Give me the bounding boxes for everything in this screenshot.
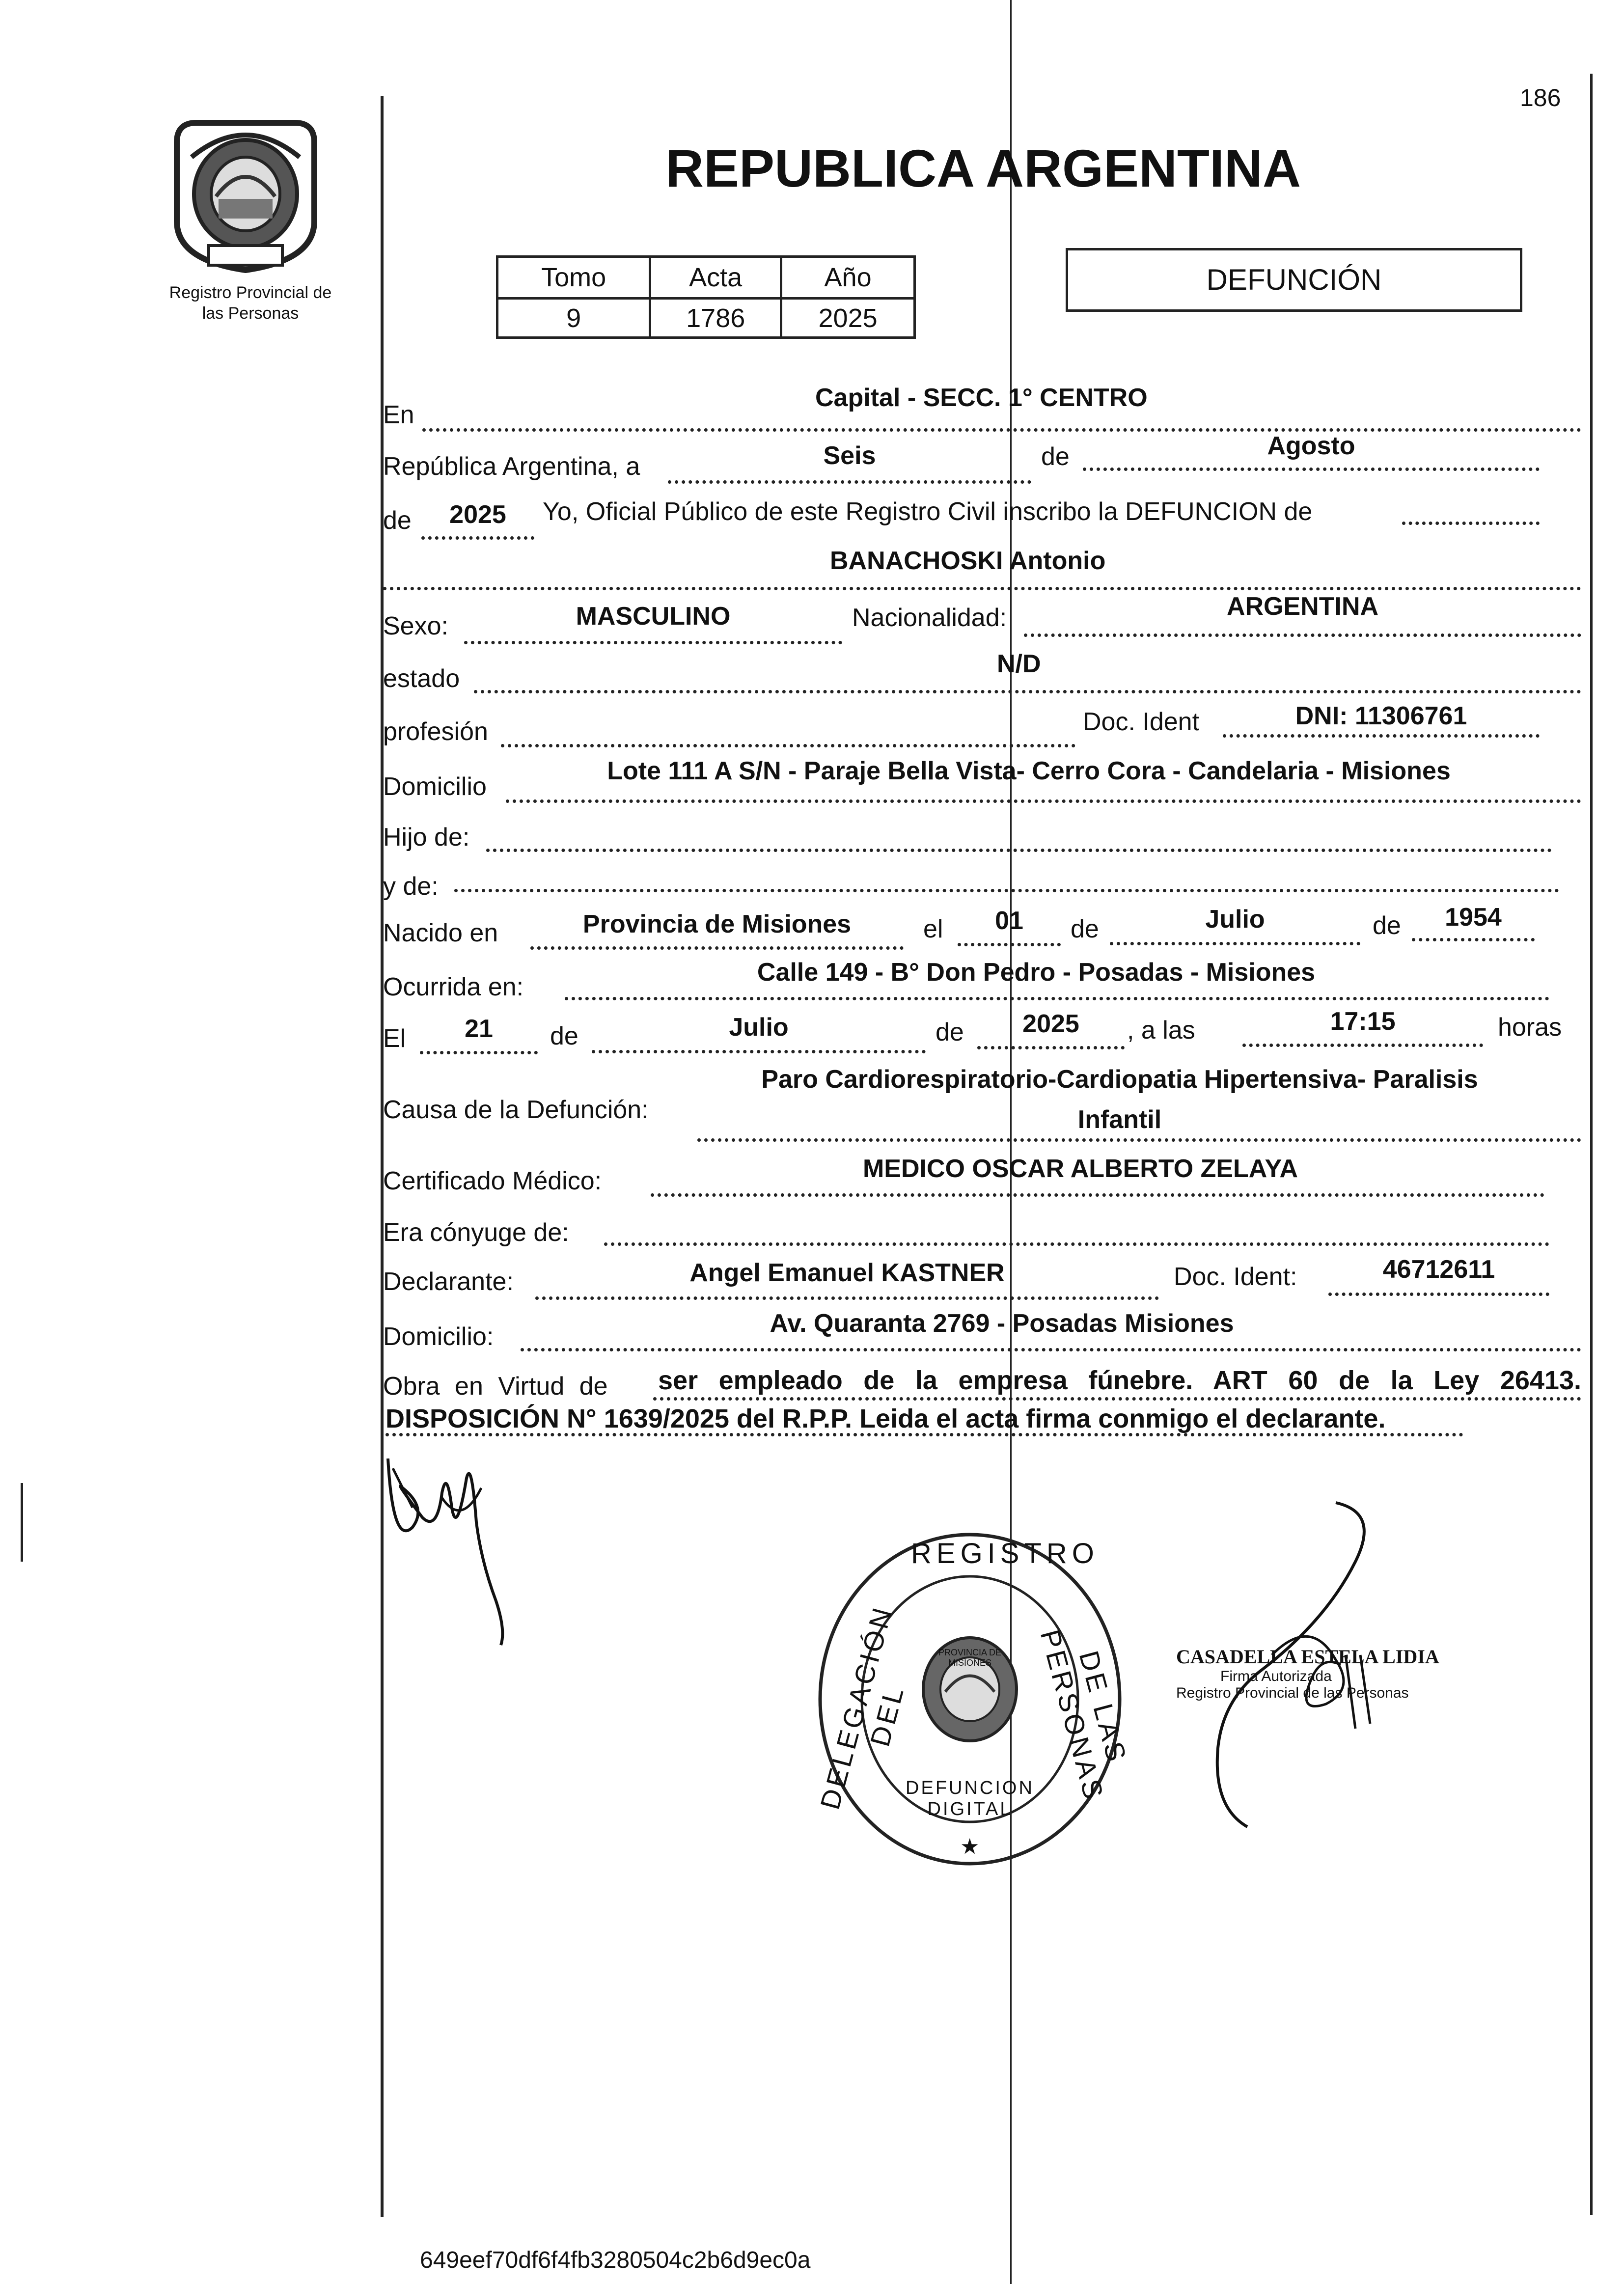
el-de1-label: de [550,1022,578,1050]
record-type: DEFUNCIÓN [1206,263,1382,296]
registry-header-tomo: Tomo [497,257,650,299]
nacionalidad-value: ARGENTINA [1226,592,1379,621]
el-time-line [1242,1044,1483,1047]
el-year-line [977,1046,1125,1049]
nacionalidad-label: Nacionalidad: [852,604,1007,632]
el-day-line [420,1051,538,1054]
el-month-line [592,1050,926,1053]
nacido-month: Julio [1205,905,1265,934]
nacido-place-line [530,946,904,950]
declarante-line [535,1296,1159,1300]
causa-label: Causa de la Defunción: [383,1096,649,1124]
nacido-year-line [1412,938,1535,941]
seal-star-icon: ★ [960,1835,980,1859]
seal-left-text: DELEGACIÓN DEL [814,1602,910,1813]
year-de-label: de [383,506,412,535]
el-label: El [383,1024,406,1053]
declarant-signature [383,1449,530,1655]
republica-day: Seis [823,441,876,470]
republica-day-line [668,480,1031,484]
doc-ident-line [1223,734,1540,738]
declarante-doc-line [1328,1293,1549,1296]
declarante-doc-value: 46712611 [1382,1255,1495,1284]
en-label: En [383,401,414,429]
sexo-value: MASCULINO [576,602,731,631]
obra-line1-dots [653,1397,1581,1401]
official-role: Firma Autorizada [1220,1668,1332,1684]
estado-line [474,690,1581,693]
nacido-place: Provincia de Misiones [582,910,852,938]
domicilio2-label: Domicilio: [383,1322,494,1351]
registry-header-anio: Año [781,257,915,299]
sexo-line [464,641,842,644]
republica-de-label: de [1041,442,1070,471]
conyuge-label: Era cónyuge de: [383,1218,569,1247]
causa-line1: Paro Cardiorespiratorio-Cardiopatia Hipertensiva- Paralisis [761,1065,1478,1094]
document-hash: 649eef70df6f4fb3280504c2b6d9ec0a [420,2247,811,2273]
domicilio-value: Lote 111 A S/N - Paraje Bella Vista- Cerro Cora - Candelaria - Misiones [607,757,1451,785]
declarante-doc-label: Doc. Ident: [1174,1263,1297,1291]
country-title: REPUBLICA ARGENTINA [665,138,1301,198]
official-office: Registro Provincial de las Personas [1176,1685,1409,1701]
registry-name-line1: Registro Provincial de [169,283,332,302]
ocurrida-label: Ocurrida en: [383,973,524,1001]
el-time: 17:15 [1330,1007,1396,1036]
year-value: 2025 [449,500,506,529]
nacionalidad-line [1024,633,1581,637]
certificado-line [651,1193,1544,1197]
registry-value-acta: 1786 [650,299,781,338]
registry-header-acta: Acta [650,257,781,299]
conyuge-line [604,1242,1549,1246]
certificado-label: Certificado Médico: [383,1167,602,1195]
republica-label: República Argentina, a [383,452,640,481]
el-month: Julio [729,1013,789,1042]
registry-name [147,282,354,324]
right-margin-line [1590,74,1593,2215]
profesion-label: profesión [383,717,488,746]
scan-edge-mark [21,1483,23,1562]
declarante-label: Declarante: [383,1267,514,1296]
causa-line [697,1138,1581,1142]
domicilio2-value: Av. Quaranta 2769 - Posadas Misiones [770,1309,1234,1338]
seal-bottom-text: DEFUNCION DIGITAL [906,1778,1034,1819]
center-fold-line [1010,0,1012,2284]
obra-line2: DISPOSICIÓN N° 1639/2025 del R.P.P. Leida el acta firma conmigo el declarante. [385,1404,1386,1433]
hijo-de-label: Hijo de: [383,823,470,852]
estado-label: estado [383,664,460,693]
nacido-el-label: el [923,915,943,943]
page-number: 186 [1520,84,1561,111]
year-line-text: Yo, Oficial Público de este Registro Civil inscribo la DEFUNCION de [543,497,1313,526]
domicilio2-line [521,1348,1581,1351]
certificado-value: MEDICO OSCAR ALBERTO ZELAYA [862,1155,1298,1183]
republica-month: Agosto [1267,432,1355,460]
registry-name-line2: las Personas [202,304,299,323]
deceased-name-line [383,587,1581,590]
official-stamp [1176,1645,1451,1702]
record-type-box [1066,248,1522,312]
coat-of-arms-emblem [162,113,329,275]
doc-ident-value: DNI: 11306761 [1295,702,1467,730]
year-line [421,536,534,540]
el-horas-label: horas [1498,1013,1562,1042]
ocurrida-line [565,997,1549,1000]
y-de-line [454,889,1559,892]
en-value: Capital - SECC. 1° CENTRO [815,384,1148,412]
el-year: 2025 [1022,1010,1079,1038]
nacido-year: 1954 [1445,903,1502,932]
hijo-de-line [486,849,1552,852]
nacido-de2-label: de [1373,911,1401,940]
obra-line1: ser empleado de la empresa fúnebre. ART 60 de la Ley 26413. [658,1366,1581,1395]
nacido-day: 01 [995,907,1023,935]
registry-value-tomo: 9 [497,299,650,338]
estado-value: N/D [997,650,1041,678]
registry-value-anio: 2025 [781,299,915,338]
seal-inner-text: PROVINCIA DE MISIONES [938,1648,1002,1668]
seal-right-text: DE LAS PERSONAS [1034,1626,1133,1805]
registry-box [496,255,916,339]
el-de2-label: de [936,1018,964,1046]
deceased-name: BANACHOSKI Antonio [830,547,1106,575]
obra-label: Obra en Virtud de [383,1372,608,1401]
causa-line2: Infantil [1077,1105,1162,1134]
official-name: CASADELLA ESTELA LIDIA [1176,1646,1439,1668]
declarante-value: Angel Emanuel KASTNER [689,1259,1005,1287]
nacido-day-line [958,943,1061,946]
seal-top-text: REGISTRO [911,1538,1099,1569]
doc-ident-label: Doc. Ident [1083,708,1200,736]
domicilio-label: Domicilio [383,772,487,801]
sexo-label: Sexo: [383,612,448,640]
obra-line2-dots [385,1433,1463,1436]
official-seal [813,1527,1133,1871]
el-day: 21 [465,1015,493,1043]
ocurrida-value: Calle 149 - B° Don Pedro - Posadas - Misiones [757,958,1316,987]
domicilio-line [506,799,1581,803]
y-de-label: y de: [383,872,439,901]
year-line-end [1402,522,1540,525]
el-a-las-label: , a las [1127,1016,1195,1045]
nacido-label: Nacido en [383,919,498,947]
nacido-month-line [1110,942,1360,945]
nacido-de1-label: de [1071,915,1099,943]
profesion-line [501,744,1075,747]
republica-month-line [1083,468,1540,471]
